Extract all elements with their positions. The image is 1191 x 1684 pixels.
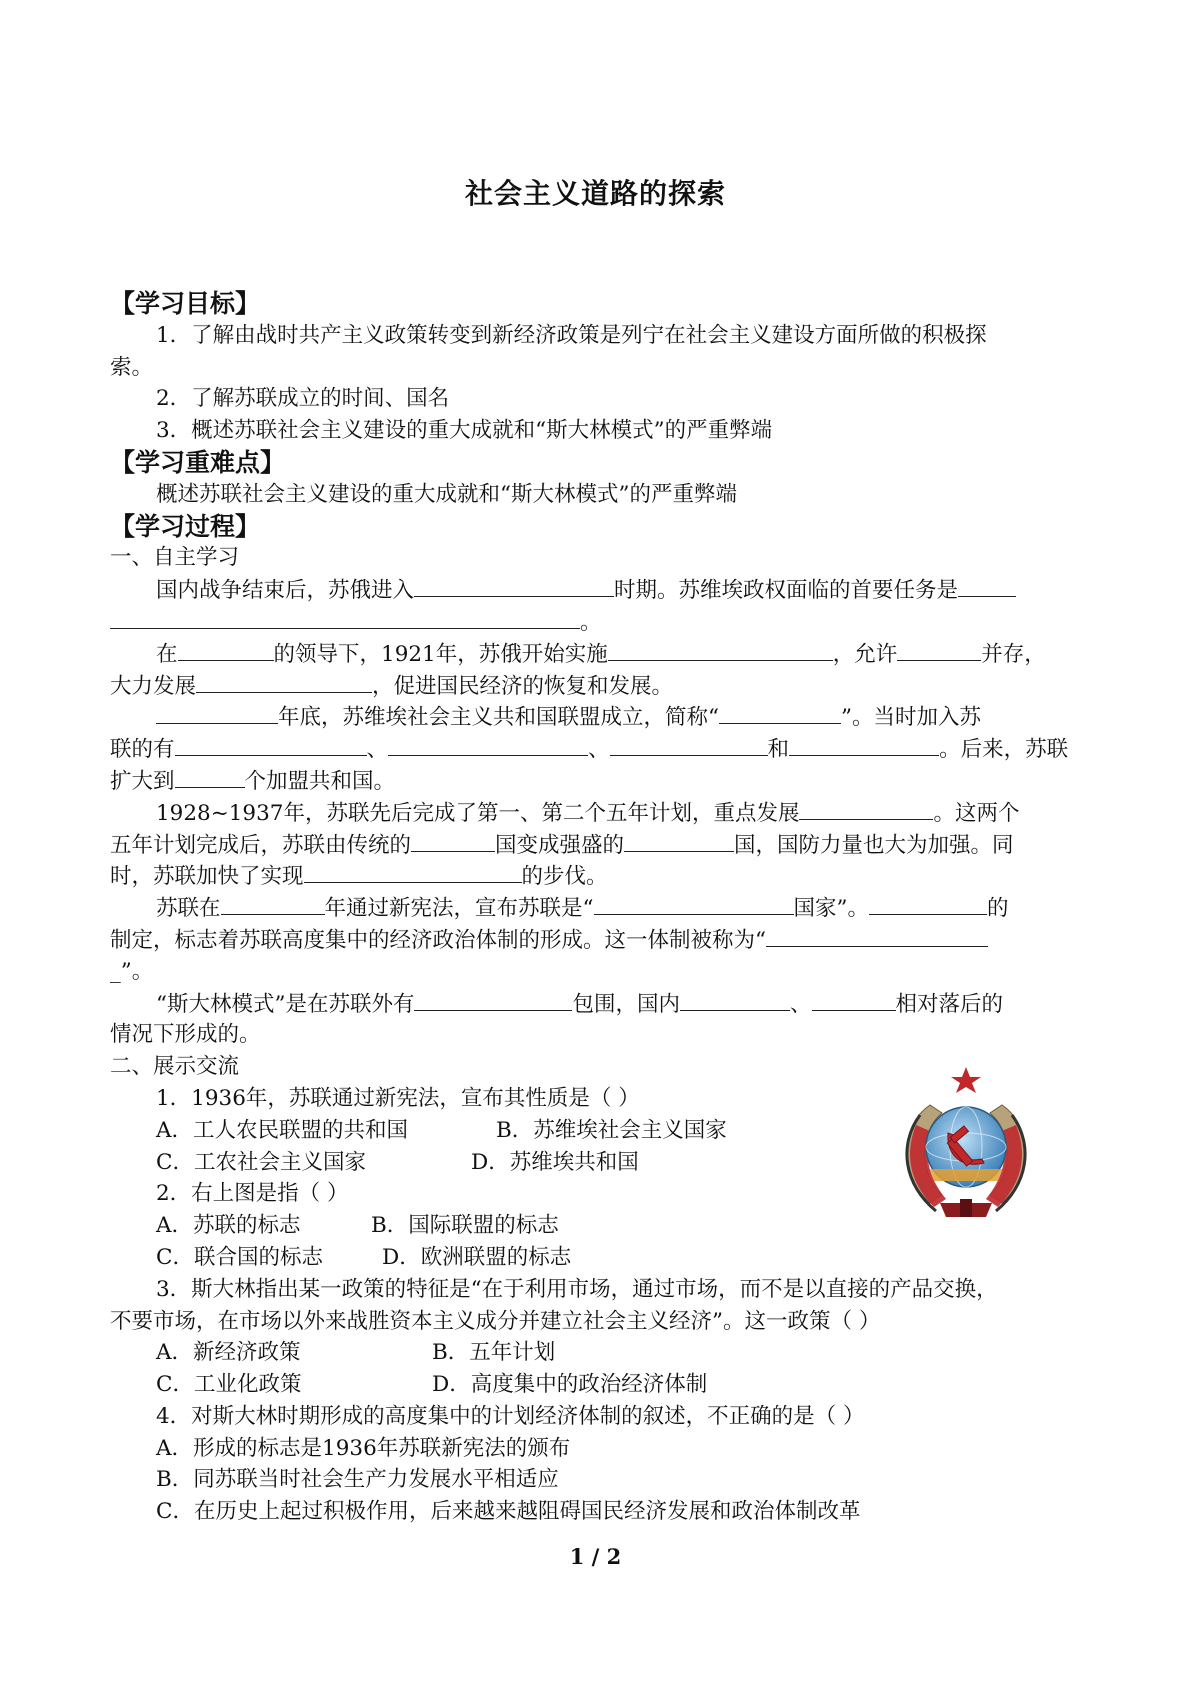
fill-paragraph-3-cont2: 扩大到 个加盟共和国。 bbox=[110, 765, 1090, 797]
process-heading: 【学习过程】 bbox=[110, 511, 261, 541]
fill-blank[interactable] bbox=[958, 574, 1016, 597]
fill-blank[interactable] bbox=[196, 670, 372, 693]
question-2-options-row2 bbox=[110, 1242, 1090, 1274]
fill-paragraph-2: 在 的领导下，1921年，苏俄开始实施 ，允许 并存， bbox=[110, 638, 1090, 670]
fill-blank[interactable] bbox=[610, 733, 768, 756]
option-a[interactable]: A．形成的标志是1936年苏联新宪法的颁布 bbox=[156, 1435, 571, 1461]
objective-2: 2．了解苏联成立的时间、国名 bbox=[156, 386, 450, 412]
page-number: 1 / 2 bbox=[569, 1544, 622, 1569]
page-title: 社会主义道路的探索 bbox=[464, 177, 726, 210]
option-b[interactable]: B．五年计划 bbox=[432, 1340, 556, 1366]
fill-paragraph-5: 苏联在 年通过新宪法，宣布苏联是“ 国家”。 的 bbox=[110, 892, 1090, 924]
soviet-emblem-image bbox=[890, 1065, 1042, 1225]
option-a[interactable]: A．新经济政策 bbox=[156, 1340, 301, 1366]
fill-paragraph-5-cont: 制定，标志着苏联高度集中的经济政治体制的形成。这一体制被称为“ bbox=[110, 924, 1090, 956]
objective-1: 1．了解由战时共产主义政策转变到新经济政策是列宁在社会主义建设方面所做的积极探 bbox=[156, 322, 987, 348]
fill-blank[interactable] bbox=[719, 701, 841, 724]
fill-blank[interactable] bbox=[414, 574, 614, 597]
fill-paragraph-2-cont: 大力发展 ，促进国民经济的恢复和发展。 bbox=[110, 670, 1090, 702]
question-4-stem: 4．对斯大林时期形成的高度集中的计划经济体制的叙述，不正确的是（ ） bbox=[156, 1403, 865, 1429]
fill-blank[interactable] bbox=[110, 606, 580, 629]
fill-blank[interactable] bbox=[766, 924, 988, 947]
fill-blank[interactable] bbox=[869, 892, 987, 915]
question-3-options-row2 bbox=[110, 1369, 1090, 1401]
fill-paragraph-3-cont: 联的有 、 、 和 。后来，苏联 bbox=[110, 733, 1090, 765]
document-body bbox=[110, 288, 1090, 1528]
fill-paragraph-6: “斯大林模式”是在苏联外有 包围，国内 、 相对落后的 bbox=[110, 988, 1090, 1020]
fill-paragraph-1-cont: 。 bbox=[110, 606, 1090, 638]
keypoints-text: 概述苏联社会主义建设的重大成就和“斯大林模式”的严重弊端 bbox=[156, 481, 737, 507]
option-a[interactable]: A．工人农民联盟的共和国 bbox=[156, 1117, 409, 1143]
fill-paragraph-6-cont: 情况下形成的。 bbox=[110, 1022, 261, 1048]
option-d[interactable]: D．欧洲联盟的标志 bbox=[382, 1244, 572, 1270]
fill-paragraph-1: 国内战争结束后，苏俄进入 时期。苏维埃政权面临的首要任务是 bbox=[110, 574, 1090, 606]
question-3-options-row1 bbox=[110, 1337, 1090, 1369]
option-d[interactable]: D．苏维埃共和国 bbox=[471, 1149, 639, 1175]
fill-blank[interactable] bbox=[799, 797, 933, 820]
fill-paragraph-4-cont2: 时，苏联加快了实现 的步伐。 bbox=[110, 860, 1090, 892]
fill-blank[interactable] bbox=[178, 638, 274, 661]
fill-blank[interactable] bbox=[414, 988, 572, 1011]
objective-3: 3．概述苏联社会主义建设的重大成就和“斯大林模式”的严重弊端 bbox=[156, 418, 773, 444]
fill-blank[interactable] bbox=[304, 860, 522, 883]
option-c[interactable]: C．联合国的标志 bbox=[156, 1244, 323, 1270]
fill-blank[interactable] bbox=[594, 892, 794, 915]
part1-title: 一、自主学习 bbox=[110, 545, 240, 571]
fill-blank[interactable] bbox=[388, 733, 588, 756]
fill-paragraph-5-cont2: _”。 bbox=[110, 958, 154, 984]
fill-blank[interactable] bbox=[680, 988, 790, 1011]
fill-blank[interactable] bbox=[411, 829, 495, 852]
option-c[interactable]: C．工农社会主义国家 bbox=[156, 1149, 366, 1175]
fill-blank[interactable] bbox=[156, 701, 278, 724]
fill-paragraph-4: 1928~1937年，苏联先后完成了第一、第二个五年计划，重点发展 。这两个 bbox=[110, 797, 1090, 829]
fill-blank[interactable] bbox=[624, 829, 734, 852]
fill-blank[interactable] bbox=[897, 638, 981, 661]
question-2-stem: 2．右上图是指（ ） bbox=[156, 1181, 349, 1207]
objectives-heading: 【学习目标】 bbox=[110, 289, 261, 318]
option-b[interactable]: B．苏维埃社会主义国家 bbox=[496, 1117, 727, 1143]
fill-blank[interactable] bbox=[221, 892, 325, 915]
part2-title: 二、展示交流 bbox=[110, 1054, 240, 1080]
fill-blank[interactable] bbox=[789, 733, 939, 756]
fill-blank[interactable] bbox=[175, 733, 367, 756]
fill-paragraph-3: 年底，苏维埃社会主义共和国联盟成立，简称“ ”。当时加入苏 bbox=[110, 701, 1090, 733]
question-3-stem-cont: 不要市场，在市场以外来战胜资本主义成分并建立社会主义经济”。这一政策（ ） bbox=[110, 1308, 881, 1334]
keypoints-heading: 【学习重难点】 bbox=[110, 447, 286, 477]
fill-blank[interactable] bbox=[608, 638, 833, 661]
fill-blank[interactable] bbox=[175, 765, 245, 788]
fill-paragraph-4-cont: 五年计划完成后，苏联由传统的 国变成强盛的 国，国防力量也大为加强。同 bbox=[110, 829, 1090, 861]
option-c[interactable]: C．在历史上起过积极作用，后来越来越阻碍国民经济发展和政治体制改革 bbox=[156, 1499, 861, 1525]
objective-1-cont: 索。 bbox=[110, 354, 154, 380]
option-b[interactable]: B．同苏联当时社会生产力发展水平相适应 bbox=[156, 1467, 559, 1493]
star-icon bbox=[951, 1067, 981, 1093]
fill-blank[interactable] bbox=[812, 988, 896, 1011]
question-3-stem: 3．斯大林指出某一政策的特征是“在于利用市场，通过市场，而不是以直接的产品交换， bbox=[156, 1276, 998, 1302]
option-b[interactable]: B．国际联盟的标志 bbox=[371, 1213, 559, 1239]
question-1-stem: 1．1936年，苏联通过新宪法，宣布其性质是（ ） bbox=[156, 1085, 640, 1111]
option-d[interactable]: D．高度集中的政治经济体制 bbox=[432, 1372, 708, 1398]
option-c[interactable]: C．工业化政策 bbox=[156, 1372, 302, 1398]
option-a[interactable]: A．苏联的标志 bbox=[156, 1213, 301, 1239]
